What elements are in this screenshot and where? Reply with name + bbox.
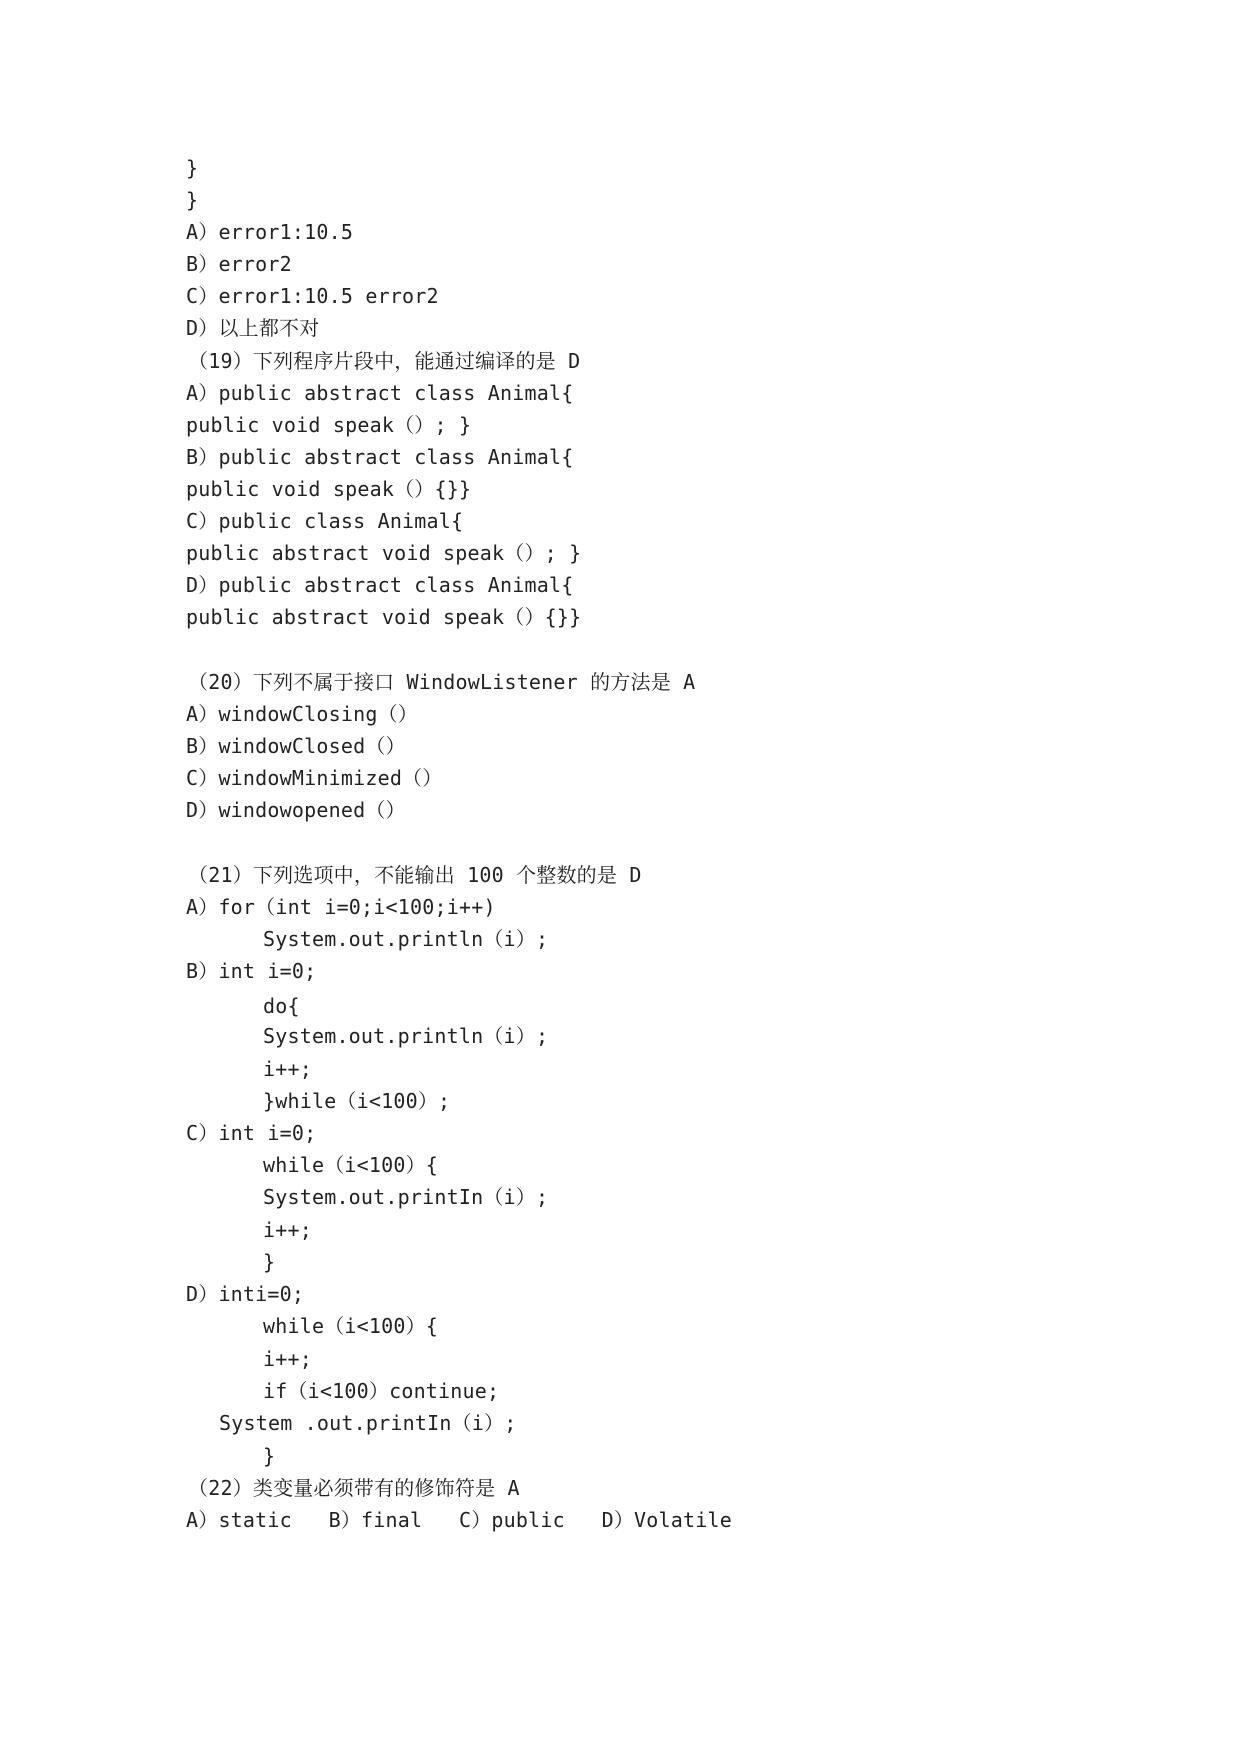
option-b: B）error2 [186, 252, 292, 276]
code-line: do{ [263, 994, 300, 1018]
option-a: A）for（int i=0;i<100;i++) [186, 895, 496, 919]
question-19: （19）下列程序片段中，能通过编译的是 D [188, 349, 581, 373]
code-line: while（i<100）{ [263, 1314, 439, 1338]
text-line: } [186, 156, 199, 180]
option-d: D）public abstract class Animal{ [186, 573, 574, 597]
code-line: while（i<100）{ [263, 1153, 439, 1177]
code-line: i++; [263, 1347, 312, 1371]
code-line: }while（i<100）; [263, 1089, 451, 1113]
option-c: C）error1:10.5 error2 [186, 284, 439, 308]
option-b: B）windowClosed（） [186, 734, 406, 758]
code-line: public abstract void speak（）{}} [186, 605, 582, 629]
code-line: if（i<100）continue; [263, 1379, 500, 1403]
code-line: System .out.printIn（i）; [219, 1411, 517, 1435]
question-22: （22）类变量必须带有的修饰符是 A [188, 1476, 520, 1500]
code-line: } [263, 1250, 276, 1274]
option-a: A）error1:10.5 [186, 220, 354, 244]
question-20: （20）下列不属于接口 WindowListener 的方法是 A [188, 670, 696, 694]
option-c: C）windowMinimized（） [186, 766, 443, 790]
code-line: i++; [263, 1218, 312, 1242]
option-b: B）public abstract class Animal{ [186, 445, 574, 469]
code-line: } [263, 1444, 276, 1468]
option-b: B）int i=0; [186, 959, 317, 983]
text-line: } [186, 188, 199, 212]
code-line: public void speak（）; } [186, 413, 472, 437]
code-line: System.out.printIn（i）; [263, 1185, 549, 1209]
options-row: A）static B）final C）public D）Volatile [186, 1508, 732, 1532]
option-d: D）windowopened（） [186, 798, 406, 822]
question-21: （21）下列选项中，不能输出 100 个整数的是 D [188, 863, 642, 887]
option-a: A）windowClosing（） [186, 702, 418, 726]
option-d: D）以上都不对 [186, 316, 320, 340]
code-line: i++; [263, 1057, 312, 1081]
option-a: A）public abstract class Animal{ [186, 381, 574, 405]
option-c: C）public class Animal{ [186, 509, 464, 533]
code-line: System.out.println（i）; [263, 927, 549, 951]
code-line: public void speak（）{}} [186, 477, 472, 501]
code-line: System.out.println（i）; [263, 1024, 549, 1048]
code-line: public abstract void speak（）; } [186, 541, 582, 565]
option-d: D）inti=0; [186, 1282, 305, 1306]
option-c: C）int i=0; [186, 1121, 317, 1145]
